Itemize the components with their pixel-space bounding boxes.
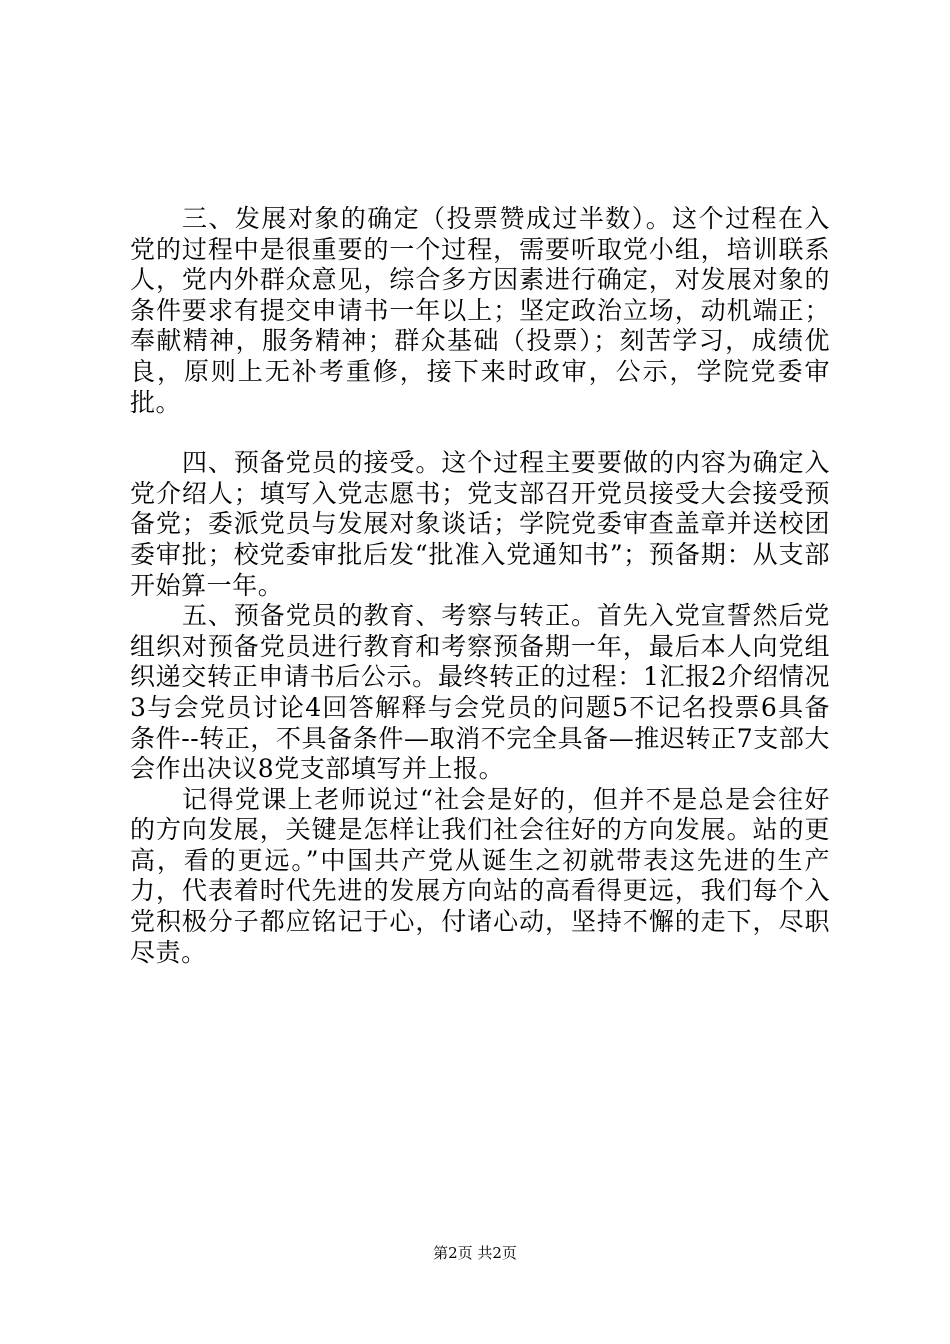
paragraph-development-target: 三、发展对象的确定（投票赞成过半数）。这个过程在入党的过程中是很重要的一个过程，需要听取党小组，培训联系人，党内外群众意见，综合多方因素进行确定，对发展对象的条件要求有提交申请书一年以上；坚定政治立场，动机端正；奉献精神，服务精神；群众基础（投票）；刻苦学习，成绩优良，原则上无补考重修，接下来时政审，公示，学院党委审批。 [130, 204, 830, 417]
paragraph-probationary-education: 五、预备党员的教育、考察与转正。首先入党宣誓然后党组织对预备党员进行教育和考察预备期一年，最后本人向党组织递交转正申请书后公示。最终转正的过程：1汇报2介绍情况3与会党员讨论4回答解释与会党员的问题5不记名投票6具备条件--转正，不具备条件—取消不完全具备—推迟转正7支部大会作出决议8党支部填写并上报。 [130, 601, 830, 784]
document-body [130, 204, 830, 968]
paragraph-party-class-reflection: 记得党课上老师说过“社会是好的，但并不是总是会往好的方向发展，关键是怎样让我们社会往好的方向发展。站的更高，看的更远。”中国共产党从诞生之初就带表这先进的生产力，代表着时代先进的发展方向站的高看得更远，我们每个入党积极分子都应铭记于心，付诸心动，坚持不懈的走下，尽职尽责。 [130, 784, 830, 967]
page-footer: 第2页 共2页 [433, 1244, 517, 1262]
paragraph-probationary-acceptance: 四、预备党员的接受。这个过程主要要做的内容为确定入党介绍人；填写入党志愿书；党支部召开党员接受大会接受预备党；委派党员与发展对象谈话；学院党委审查盖章并送校团委审批；校党委审批后发“批准入党通知书”；预备期：从支部开始算一年。 [130, 448, 830, 600]
